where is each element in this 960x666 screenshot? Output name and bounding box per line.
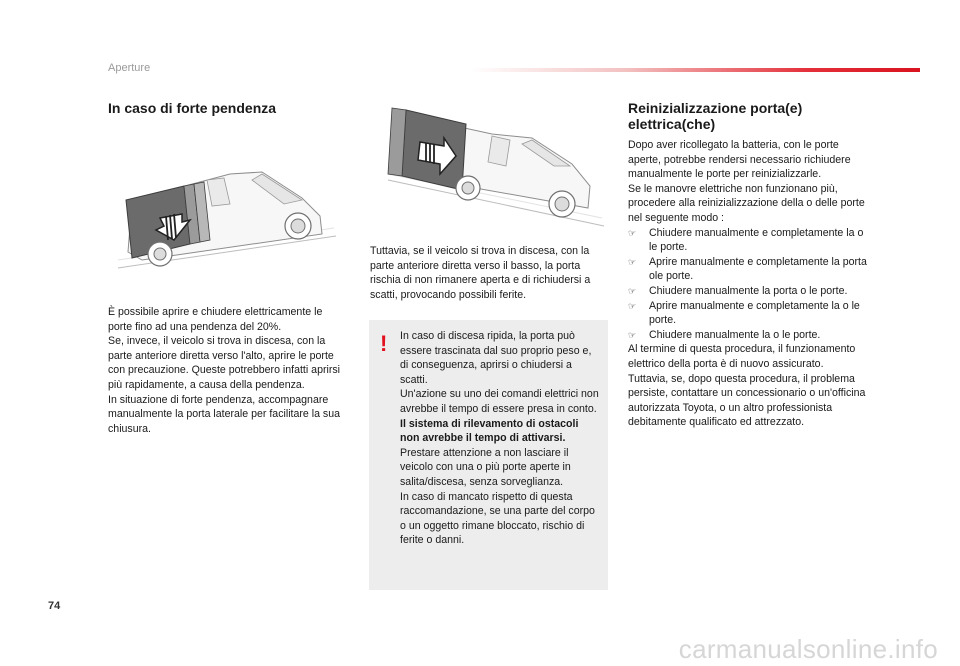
left-paragraph: Se, invece, il veicolo si trova in discesa, con la parte anteriore diretta verso l'alto, aprire le porte con precauzione. Queste potrebbero infatti aprirsi più rapidamente, a causa della pendenza. (108, 335, 341, 391)
van-downhill-illustration (382, 104, 608, 230)
van-uphill-illustration (112, 160, 340, 272)
bullet-icon: ☞ (628, 285, 637, 296)
warning-paragraph: Un'azione su uno dei comandi elettrici non avrebbe il tempo di essere presa in conto. (400, 388, 599, 415)
list-item: ☞ Aprire manualmente e completamente la o le porte. (628, 299, 860, 327)
right-outro: Al termine di questa procedura, il funzionamento elettrico della porta è di nuovo assicurato. (628, 343, 856, 370)
list-item: ☞ Chiudere manualmente la o le porte. (628, 328, 821, 341)
heading-door-reset: Reinizializzazione porta(e) elettrica(che) (628, 100, 803, 132)
heading-steep-slope: In caso di forte pendenza (108, 100, 277, 116)
bullet-icon: ☞ (628, 227, 637, 238)
warning-icon: ! (380, 331, 388, 356)
watermark: carmanualsonline.info (678, 634, 938, 664)
warning-text (400, 329, 600, 548)
section-label: Aperture (108, 62, 151, 74)
header-accent-bar (470, 68, 920, 72)
bullet-icon: ☞ (628, 300, 637, 311)
warning-bold-paragraph: Il sistema di rilevamento di ostacoli non avrebbe il tempo di attivarsi. (400, 417, 579, 445)
list-item: ☞ Aprire manualmente e completamente la porta ole porte. (628, 255, 867, 283)
middle-body (370, 244, 606, 302)
left-paragraph: In situazione di forte pendenza, accompagnare manualmente la porta laterale per facilitare la sua chiusura. (108, 393, 341, 435)
right-outro: Tuttavia, se, dopo questa procedura, il problema persiste, contattare un concessionario o un'officina autorizzata Toyota, o un altro professionista debitamente qualificato ed attrezzato. (628, 372, 866, 429)
middle-paragraph: Tuttavia, se il veicolo si trova in discesa, con la parte anteriore diretta verso il basso, la porta rischia di non rimanere aperta e di richiudersi a scatti, provocando possibili ferite. (370, 245, 591, 301)
warning-paragraph: In caso di mancato rispetto di questa raccomandazione, se una parte del corpo o un oggetto rimane bloccato, rischio di ferite o danni. (400, 490, 595, 547)
reset-steps-list (628, 226, 868, 343)
list-item: ☞ Chiudere manualmente e completamente la o le porte. (628, 226, 864, 254)
bullet-icon: ☞ (628, 256, 637, 267)
warning-paragraph: In caso di discesa ripida, la porta può essere trascinata dal suo proprio peso e, di conseguenza, aprirsi o chiudersi a scatti. (400, 330, 592, 386)
left-body (108, 305, 348, 436)
left-paragraph: È possibile aprire e chiudere elettricamente le porte fino ad una pendenza del 20%. (108, 306, 323, 333)
right-intro: Se le manovre elettriche non funzionano più, procedere alla reinizializzazione della o delle porte nel seguente modo : (628, 182, 865, 224)
right-body (628, 138, 868, 430)
bullet-icon: ☞ (628, 329, 637, 340)
page-number: 74 (48, 600, 61, 612)
list-item: ☞ Chiudere manualmente la porta o le porte. (628, 284, 848, 297)
right-intro: Dopo aver ricollegato la batteria, con le porte aperte, potrebbe rendersi necessario richiudere manualmente le porte per reinizializzarle. (628, 139, 851, 181)
warning-paragraph: Prestare attenzione a non lasciare il veicolo con una o più porte aperte in salita/discesa, senza sorveglianza. (400, 446, 571, 488)
